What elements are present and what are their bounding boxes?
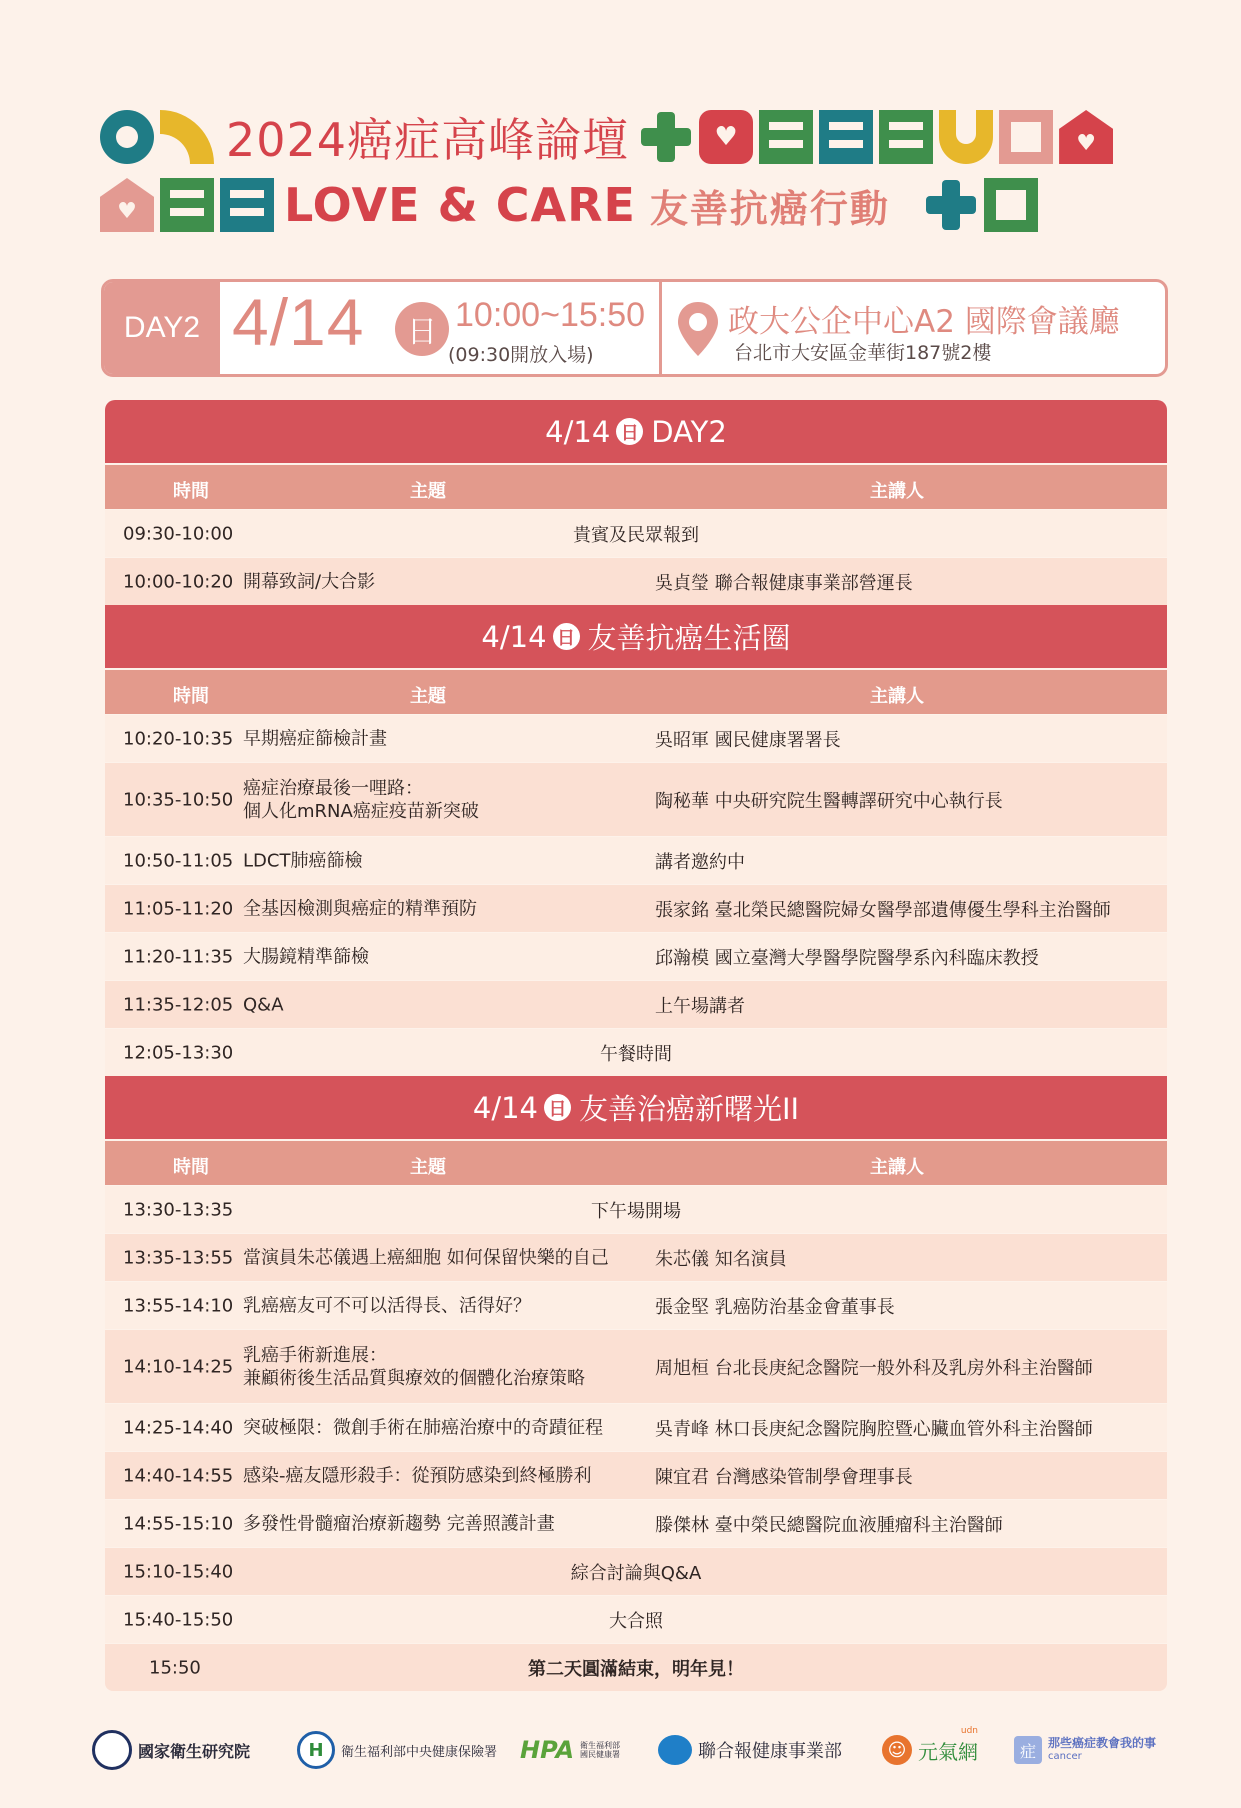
column-speaker: 主講人 bbox=[870, 686, 924, 707]
row-speaker: 周旭桓 台北長庚紀念醫院一般外科及乳房外科主治醫師 bbox=[655, 1357, 1093, 1379]
row-time: 13:30-13:35 bbox=[123, 1199, 234, 1220]
weekday-badge: 日 bbox=[395, 302, 449, 356]
table-row bbox=[105, 762, 1167, 836]
row-topic: 全基因檢測與癌症的精準預防 bbox=[243, 898, 477, 919]
section-header bbox=[105, 605, 1167, 668]
column-time: 時間 bbox=[173, 1157, 209, 1178]
row-time: 14:40-14:55 bbox=[123, 1465, 234, 1486]
logo-nhri-text: 國家衛生研究院 bbox=[138, 1741, 251, 1761]
event-header bbox=[100, 108, 1162, 233]
plus-shape-icon-2 bbox=[924, 178, 978, 232]
weekday-circle: 日 bbox=[544, 1094, 571, 1121]
row-topic-line-1: 癌症治療最後一哩路： bbox=[243, 777, 423, 799]
row-topic bbox=[243, 777, 479, 823]
row-topic bbox=[243, 1344, 585, 1390]
row-center-text: 午餐時間 bbox=[600, 1043, 672, 1065]
column-topic: 主題 bbox=[410, 481, 446, 502]
logo-cancer-sub: cancer bbox=[1048, 1751, 1082, 1762]
section-date: 4/14 bbox=[545, 414, 611, 449]
brand-subtitle: LOVE & CARE bbox=[284, 178, 636, 232]
header-row-1 bbox=[100, 108, 1119, 166]
row-topic-line-2: 兼顧術後生活品質與療效的個體化治療策略 bbox=[243, 1367, 585, 1389]
row-speaker: 吳青峰 林口長庚紀念醫院胸腔暨心臟血管外科主治醫師 bbox=[655, 1418, 1093, 1440]
row-time: 14:25-14:40 bbox=[123, 1417, 234, 1438]
tent-heart-icon-2 bbox=[100, 178, 154, 232]
location-pin-icon bbox=[676, 300, 720, 358]
table-row bbox=[105, 836, 1167, 884]
table-row bbox=[105, 1028, 1167, 1076]
row-time: 14:55-15:10 bbox=[123, 1513, 234, 1534]
venue-name: 政大公企中心A2 國際會議廳 bbox=[728, 304, 1120, 340]
row-topic-line-1: 乳癌手術新進展： bbox=[243, 1344, 387, 1366]
row-topic: 感染-癌友隱形殺手：從預防感染到終極勝利 bbox=[243, 1465, 592, 1486]
row-speaker: 陶秘華 中央研究院生醫轉譯研究中心執行長 bbox=[655, 790, 1003, 812]
event-title: 2024癌症高峰論壇 bbox=[226, 113, 630, 167]
venue-box bbox=[662, 282, 1165, 374]
sponsor-logos bbox=[92, 1728, 1162, 1772]
row-topic: 開幕致詞/大合影 bbox=[243, 571, 376, 592]
row-topic: 多發性骨髓瘤治療新趨勢 完善照護計畫 bbox=[243, 1513, 555, 1534]
column-speaker: 主講人 bbox=[870, 1157, 924, 1178]
nhri-seal-icon bbox=[92, 1730, 132, 1770]
row-speaker: 陳宜君 台灣感染管制學會理事長 bbox=[655, 1466, 913, 1488]
hpa-logo-mark: HPA bbox=[520, 1736, 575, 1764]
table-row bbox=[105, 714, 1167, 762]
section-date: 4/14 bbox=[472, 1090, 538, 1125]
table-row bbox=[105, 1499, 1167, 1547]
event-date: 4/14 bbox=[232, 285, 365, 359]
table-row bbox=[105, 1595, 1167, 1643]
row-speaker: 吳昭軍 國民健康署署長 bbox=[655, 729, 841, 751]
bench-shape-icon-4 bbox=[160, 178, 214, 232]
weekday-circle: 日 bbox=[616, 418, 643, 445]
udn-swirl-icon bbox=[658, 1735, 692, 1765]
row-time: 14:10-14:25 bbox=[123, 1356, 234, 1377]
column-time: 時間 bbox=[173, 481, 209, 502]
row-speaker: 講者邀約中 bbox=[655, 851, 745, 873]
schedule-table bbox=[105, 400, 1167, 1691]
row-topic: 大腸鏡精準篩檢 bbox=[243, 946, 369, 967]
row-center-text: 下午場開場 bbox=[591, 1200, 681, 1222]
header-row-2 bbox=[100, 176, 1044, 234]
venue-address: 台北市大安區金華街187號2樓 bbox=[734, 342, 992, 364]
section-title: DAY2 bbox=[651, 414, 727, 449]
row-time: 15:10-15:40 bbox=[123, 1561, 234, 1582]
bench-shape-icon-5 bbox=[220, 178, 274, 232]
plus-shape-icon bbox=[639, 110, 693, 164]
cup-shape-icon bbox=[939, 110, 993, 164]
table-row bbox=[105, 1281, 1167, 1329]
action-subtitle: 友善抗癌行動 bbox=[649, 186, 890, 231]
row-topic: Q&A bbox=[243, 994, 284, 1015]
ring-shape-icon bbox=[100, 110, 154, 164]
row-topic: LDCT肺癌篩檢 bbox=[243, 850, 363, 871]
table-row bbox=[105, 1451, 1167, 1499]
table-row bbox=[105, 1233, 1167, 1281]
column-speaker: 主講人 bbox=[870, 481, 924, 502]
cancer-char-icon: 症 bbox=[1014, 1736, 1042, 1764]
table-row bbox=[105, 1185, 1167, 1233]
row-speaker: 張家銘 臺北榮民總醫院婦女醫學部遺傳優生學科主治醫師 bbox=[655, 899, 1111, 921]
row-time: 15:50 bbox=[149, 1657, 201, 1678]
row-time: 15:40-15:50 bbox=[123, 1609, 234, 1630]
bench-shape-icon-3 bbox=[879, 110, 933, 164]
doors-open-note: (09:30開放入場) bbox=[448, 344, 594, 366]
logo-yuanqi bbox=[882, 1728, 978, 1772]
section-header bbox=[105, 400, 1167, 463]
weekday-circle: 日 bbox=[553, 623, 580, 650]
row-center-text: 貴賓及民眾報到 bbox=[573, 524, 699, 546]
row-topic: 當演員朱芯儀遇上癌細胞 如何保留快樂的自己 bbox=[243, 1247, 609, 1268]
logo-yuanqi-text: 元氣網 bbox=[918, 1739, 978, 1764]
bench-shape-icon-2 bbox=[819, 110, 873, 164]
logo-nhi bbox=[297, 1728, 497, 1772]
row-topic: 早期癌症篩檢計畫 bbox=[243, 728, 387, 749]
row-time: 10:50-11:05 bbox=[123, 850, 234, 871]
row-topic-line-2: 個人化mRNA癌症疫苗新突破 bbox=[243, 800, 479, 822]
row-topic: 乳癌癌友可不可以活得長、活得好？ bbox=[243, 1295, 531, 1316]
table-row bbox=[105, 932, 1167, 980]
table-row bbox=[105, 1329, 1167, 1403]
logo-nhri bbox=[92, 1728, 250, 1772]
arc-shape-icon bbox=[160, 110, 214, 164]
row-speaker: 滕傑林 臺中榮民總醫院血液腫瘤科主治醫師 bbox=[655, 1514, 1003, 1536]
row-time: 11:35-12:05 bbox=[123, 994, 234, 1015]
table-row bbox=[105, 509, 1167, 557]
table-row bbox=[105, 557, 1167, 605]
section-header bbox=[105, 1076, 1167, 1139]
heart-block-icon bbox=[699, 110, 753, 164]
row-time: 11:05-11:20 bbox=[123, 898, 234, 919]
row-speaker: 張金堅 乳癌防治基金會董事長 bbox=[655, 1296, 895, 1318]
logo-udn-health bbox=[658, 1728, 842, 1772]
event-info-bar bbox=[101, 279, 1168, 377]
row-speaker: 吳貞瑩 聯合報健康事業部營運長 bbox=[655, 572, 913, 594]
section-title: 友善治癌新曙光II bbox=[579, 1092, 800, 1126]
row-time: 13:35-13:55 bbox=[123, 1247, 234, 1268]
row-speaker: 朱芯儀 知名演員 bbox=[655, 1248, 787, 1270]
row-center-text: 大合照 bbox=[609, 1610, 663, 1632]
row-time: 12:05-13:30 bbox=[123, 1042, 234, 1063]
table-row bbox=[105, 980, 1167, 1028]
tent-heart-icon bbox=[1059, 110, 1113, 164]
column-header-row bbox=[105, 668, 1167, 714]
section-title: 友善抗癌生活圈 bbox=[587, 621, 791, 655]
day-label: DAY2 bbox=[104, 282, 220, 374]
date-time-box bbox=[220, 282, 662, 374]
row-time: 13:55-14:10 bbox=[123, 1295, 234, 1316]
logo-cancer-lessons bbox=[1014, 1728, 1156, 1772]
row-speaker: 邱瀚模 國立臺灣大學醫學院醫學系內科臨床教授 bbox=[655, 947, 1039, 969]
column-topic: 主題 bbox=[410, 686, 446, 707]
logo-hpa bbox=[520, 1728, 620, 1772]
table-row bbox=[105, 884, 1167, 932]
row-time: 11:20-11:35 bbox=[123, 946, 234, 967]
logo-udn-text: 聯合報健康事業部 bbox=[698, 1741, 842, 1762]
column-header-row bbox=[105, 463, 1167, 509]
row-center-text: 第二天圓滿結束，明年見！ bbox=[528, 1658, 744, 1680]
logo-yuanqi-tag: udn bbox=[960, 1726, 978, 1736]
time-range: 10:00~15:50 bbox=[455, 296, 646, 334]
bench-shape-icon bbox=[759, 110, 813, 164]
logo-nhi-text: 衛生福利部中央健康保險署 bbox=[341, 1744, 498, 1760]
row-time: 10:35-10:50 bbox=[123, 789, 234, 810]
table-row bbox=[105, 1403, 1167, 1451]
nhi-h-icon: H bbox=[297, 1731, 335, 1769]
row-time: 10:20-10:35 bbox=[123, 728, 234, 749]
frame-shape-icon-2 bbox=[984, 178, 1038, 232]
yuanqi-face-icon: ☺ bbox=[882, 1735, 912, 1765]
table-row bbox=[105, 1643, 1167, 1691]
section-date: 4/14 bbox=[481, 619, 547, 654]
row-topic: 突破極限：微創手術在肺癌治療中的奇蹟征程 bbox=[243, 1417, 603, 1438]
row-time: 09:30-10:00 bbox=[123, 523, 234, 544]
row-time: 10:00-10:20 bbox=[123, 571, 234, 592]
logo-hpa-text: 衛生福利部國民健康署 bbox=[580, 1741, 621, 1759]
row-speaker: 上午場講者 bbox=[655, 995, 745, 1017]
logo-cancer-text-group bbox=[1048, 1736, 1156, 1764]
column-time: 時間 bbox=[173, 686, 209, 707]
row-center-text: 綜合討論與Q&A bbox=[570, 1562, 702, 1584]
column-topic: 主題 bbox=[410, 1157, 446, 1178]
logo-cancer-text: 那些癌症教會我的事 bbox=[1048, 1736, 1157, 1750]
table-row bbox=[105, 1547, 1167, 1595]
column-header-row bbox=[105, 1139, 1167, 1185]
frame-shape-icon bbox=[999, 110, 1053, 164]
